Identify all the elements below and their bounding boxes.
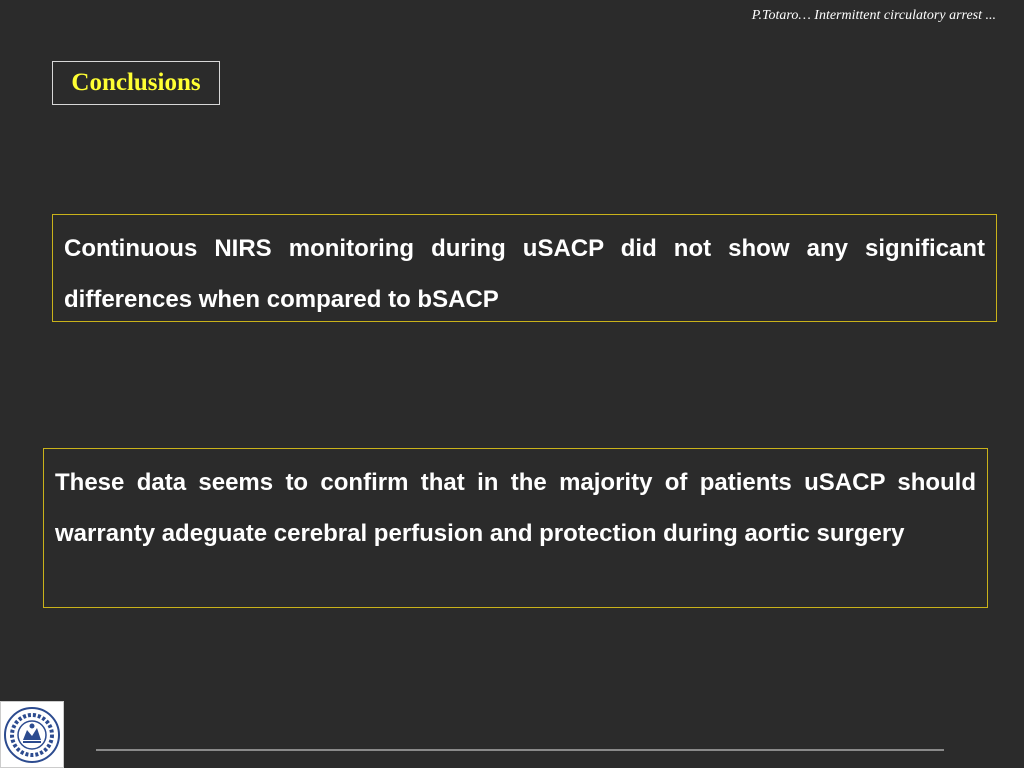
footer-divider: [96, 749, 944, 751]
slide-title-box: [52, 61, 220, 105]
header-caption: P.Totaro… Intermittent circulatory arrest ...: [751, 8, 996, 23]
conclusion-text-2: These data seems to confirm that in the majority of patients uSACP should warranty adeguate cerebral perfusion and protection during aortic surgery: [55, 469, 976, 547]
slide-title: Conclusions: [71, 69, 201, 96]
conclusion-text-1: Continuous NIRS monitoring during uSACP did not show any significant differences when compared to bSACP: [64, 235, 985, 313]
university-seal-icon: [0, 701, 64, 768]
conclusion-box-2: [43, 448, 988, 608]
conclusion-box-1: [52, 214, 997, 322]
